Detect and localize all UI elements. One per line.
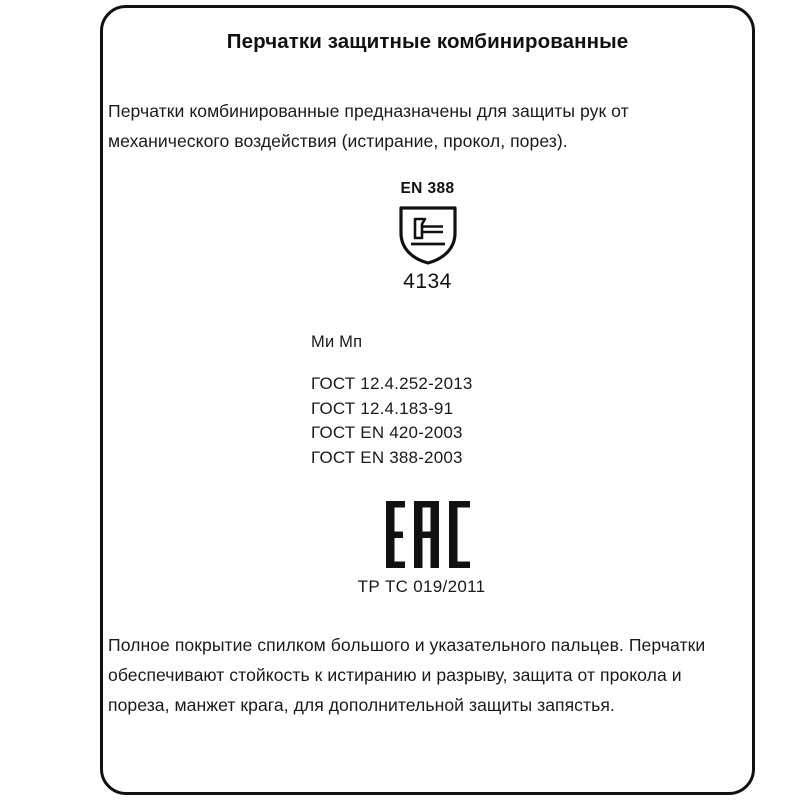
en388-standard-label: EN 388 xyxy=(400,180,455,197)
list-item: ГОСТ EN 420-2003 xyxy=(311,423,463,442)
en388-pictogram-block xyxy=(103,180,752,294)
eac-conformity-block xyxy=(103,501,752,597)
standards-block xyxy=(311,333,473,470)
en388-performance-rating: 4134 xyxy=(403,270,452,293)
list-item: ГОСТ EN 388-2003 xyxy=(311,447,463,467)
list-item: ГОСТ 12.4.183-91 xyxy=(311,398,454,418)
eac-conformity-mark-icon xyxy=(383,501,473,568)
protection-classes-marking: Ми Мп xyxy=(311,333,363,351)
intro-paragraph: Перчатки комбинированные предназначены для защиты рук от механического воздействия (истирание, прокол, порез). xyxy=(108,101,629,151)
page-title: Перчатки защитные комбинированные xyxy=(226,30,629,53)
bottom-paragraph: Полное покрытие спилком большого и указательного пальцев. Перчатки обеспечивают стойкость к истиранию и разрыву, защита от прокола и пореза, манжет крага, для дополнительной защиты запястья. xyxy=(108,635,706,715)
eac-regulation-label: ТР ТС 019/2011 xyxy=(357,577,486,596)
gost-standards-list xyxy=(311,372,473,470)
product-label-card xyxy=(100,5,755,795)
shield-mechanical-hazard-icon xyxy=(397,205,459,265)
list-item: ГОСТ 12.4.252-2013 xyxy=(311,374,473,393)
